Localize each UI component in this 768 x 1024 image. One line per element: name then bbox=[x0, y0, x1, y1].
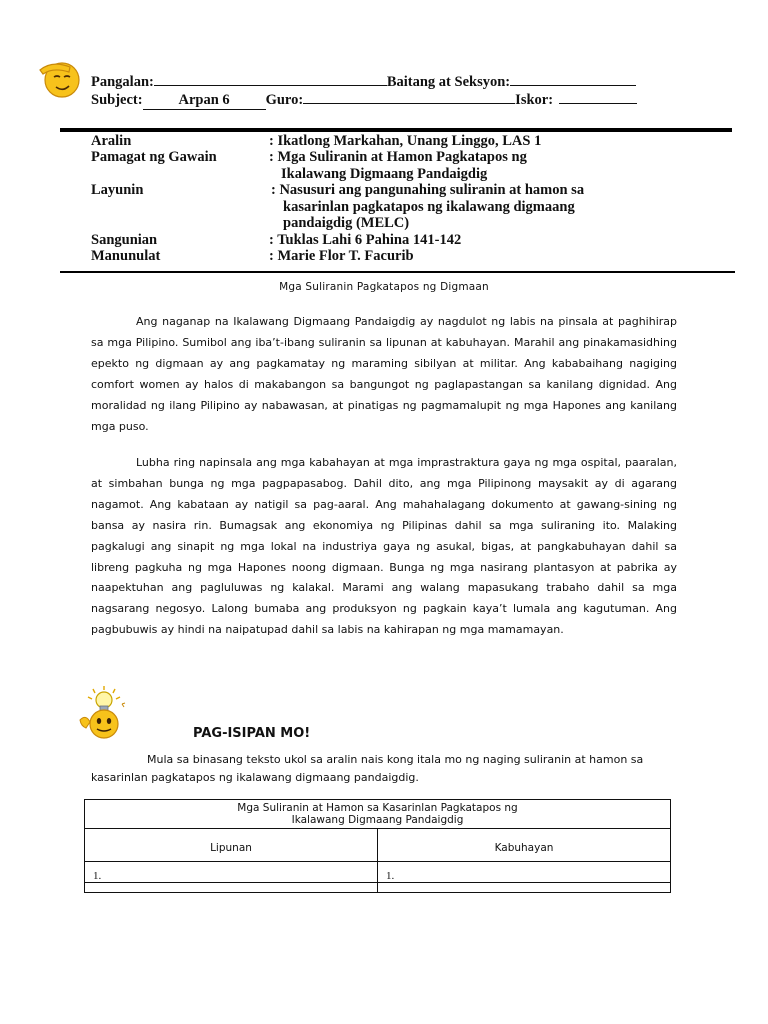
article-paragraph-2: Lubha ring napinsala ang mga kabahayan at mga imprastraktura gaya ng mga ospital, paaralan, at simbahan bunga ng mga pagpapasabog. Dahil dito, ang mga Pilipinong maysakit ay di agarang nagamot. Ang kabataan ay natigil sa pag-aaral. Ang mahahalagang dokumento at gawang-sining ng bansa ay nasira rin. Bumagsak ang ekonomiya ng Pilipinas dahil sa mga suliraning ito. Malaking pagkalugi ang sinapit ng mga lokal na industriya gaya ng asukal, bigas, at pangkabuhayan dahil sa libreng pagkuha ng mga Hapones noong digmaan. Bunga ng mga nasirang plantasyon at pabrika ay naapektuhan ang pagluluwas ng kalakal. Marami ang walang mapasukang trabaho dahil sa mga nagsarang negosyo. Lalong bumaba ang produksyon ng pagkain kaya’t lumala ang kagutuman. Ang pagbubuwis ay hindi na naipatupad dahil sa labis na kahirapan ng mga mamamayan. bbox=[91, 456, 677, 637]
lightbulb-thinking-face-icon bbox=[74, 684, 128, 740]
grade-section-label: Baitang at Seksyon: bbox=[386, 74, 511, 90]
grade-section-field[interactable] bbox=[510, 72, 636, 86]
kabuhayan-answer-1[interactable]: 1. bbox=[378, 862, 671, 883]
subject-line bbox=[91, 90, 637, 110]
lipunan-answer-2[interactable] bbox=[85, 883, 378, 893]
article-title: Mga Suliranin Pagkatapos ng Digmaan bbox=[279, 281, 489, 293]
subject-value: Arpan 6 bbox=[143, 92, 266, 110]
answer-table bbox=[84, 799, 671, 893]
column-header-lipunan: Lipunan bbox=[85, 829, 378, 862]
teacher-field[interactable] bbox=[303, 90, 515, 104]
top-divider bbox=[60, 128, 732, 132]
article-paragraph-1: Ang naganap na Ikalawang Digmaang Pandaigdig ay nagdulot ng labis na pinsala at paghihirap sa mga Pilipino. Sumibol ang iba’t-ibang suliranin sa lipunan at kabuhayan. Marahil ang pinakamasidhing epekto ng digmaan ay ang pagkamatay ng maraming sibilyan at militar. Ang kababaihang nagiging comfort women ay halos di makabangon sa bangungot ng paglapastangan sa kanilang dignidad. Ang moralidad ng ilang Pilipino ay nabawasan, at pinatigas ng pagmamalupit ng mga Hapones ang kanilang mga puso. bbox=[91, 315, 677, 433]
name-line bbox=[91, 72, 636, 91]
meta-divider bbox=[60, 271, 735, 273]
score-field[interactable] bbox=[559, 90, 637, 104]
lipunan-answer-1[interactable]: 1. bbox=[85, 862, 378, 883]
activity-instructions: Mula sa binasang teksto ukol sa aralin nais kong itala mo ng naging suliranin at hamon sa kasarinlan pagkatapos ng ikalawang digmaang pandaigdig. bbox=[91, 753, 644, 784]
kabuhayan-answer-2[interactable] bbox=[378, 883, 671, 893]
teacher-label: Guro: bbox=[265, 92, 304, 108]
name-label: Pangalan: bbox=[91, 74, 154, 90]
saluting-face-icon bbox=[36, 58, 84, 100]
column-header-kabuhayan: Kabuhayan bbox=[378, 829, 671, 862]
subject-label: Subject: bbox=[91, 92, 143, 108]
score-label: Iskor: bbox=[515, 92, 554, 108]
table-title: Mga Suliranin at Hamon sa Kasarinlan Pagkatapos ng Ikalawang Digmaang Pandaigdig bbox=[85, 800, 671, 829]
activity-heading: PAG-ISIPAN MO! bbox=[193, 726, 311, 741]
name-field[interactable] bbox=[154, 72, 387, 86]
